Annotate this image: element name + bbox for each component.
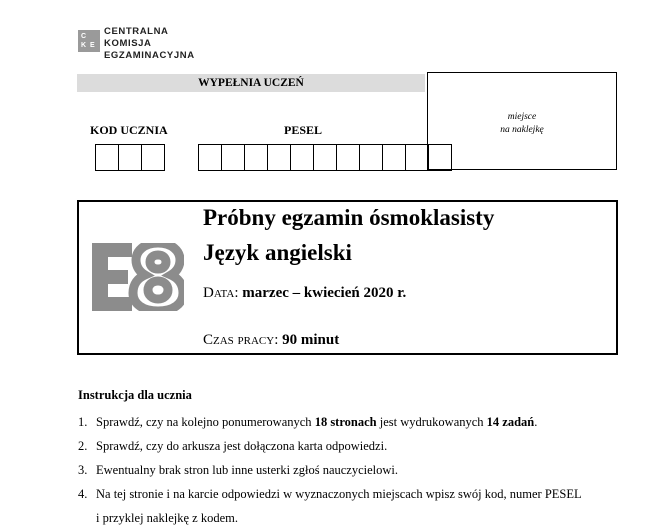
pesel-cell[interactable] xyxy=(359,144,383,171)
sticker-text-line2: na naklejkę xyxy=(500,125,544,135)
pesel-cell[interactable] xyxy=(221,144,245,171)
student-code-cell[interactable] xyxy=(141,144,165,171)
logo-letter-e: E xyxy=(90,42,95,49)
logo-letter-k: K xyxy=(81,42,87,49)
student-fill-header: WYPEŁNIA UCZEŃ xyxy=(77,74,425,92)
item-text: Sprawdź, czy na kolejno ponumerowanych 18 stronach jest wydrukowanych 14 zadań. xyxy=(96,415,538,429)
list-item xyxy=(78,434,638,458)
pesel-cell[interactable] xyxy=(405,144,429,171)
list-item xyxy=(78,482,638,530)
logo-line: EGZAMINACYJNA xyxy=(104,50,195,61)
item-text: Na tej stronie i na karcie odpowiedzi w wyznaczonych miejscach wpisz swój kod, numer PESEL i przyklej naklejkę z kodem. xyxy=(96,487,582,525)
item-number: 1. xyxy=(78,415,88,429)
date-label: Data: xyxy=(203,285,239,301)
student-code-label: KOD UCZNIA xyxy=(90,123,168,137)
item-text: Ewentualny brak stron lub inne usterki zgłoś nauczycielowi. xyxy=(96,463,399,477)
instructions-title: Instrukcja dla ucznia xyxy=(78,388,192,402)
pesel-input[interactable] xyxy=(198,144,451,171)
item-text: Sprawdź, czy do arkusza jest dołączona karta odpowiedzi. xyxy=(96,439,388,453)
student-code-cell[interactable] xyxy=(95,144,119,171)
sticker-text-line1: miejsce xyxy=(507,112,537,122)
time-label: Czas pracy: xyxy=(203,332,279,348)
list-item xyxy=(78,458,638,482)
time-value: 90 minut xyxy=(282,332,340,348)
pesel-cell[interactable] xyxy=(198,144,222,171)
sticker-area xyxy=(427,72,617,170)
logo-line: CENTRALNA xyxy=(104,26,169,37)
item-number: 2. xyxy=(78,439,88,453)
pesel-cell[interactable] xyxy=(313,144,337,171)
student-code-cell[interactable] xyxy=(118,144,142,171)
item-number: 3. xyxy=(78,463,88,477)
pesel-label: PESEL xyxy=(284,123,323,137)
logo-line: KOMISJA xyxy=(104,38,152,49)
cke-logo-text xyxy=(104,26,195,62)
item-number: 4. xyxy=(78,487,88,501)
pesel-cell[interactable] xyxy=(382,144,406,171)
cke-logo-icon xyxy=(78,30,100,52)
exam-date xyxy=(203,285,406,302)
pesel-cell[interactable] xyxy=(290,144,314,171)
e8-logo-icon xyxy=(92,243,184,311)
pesel-cell[interactable] xyxy=(267,144,291,171)
instructions-list xyxy=(78,410,638,530)
logo-letter-c: C xyxy=(81,33,87,40)
list-item xyxy=(78,410,638,434)
exam-subject: Język angielski xyxy=(203,240,352,265)
exam-title: Próbny egzamin ósmoklasisty xyxy=(203,205,495,230)
student-code-input[interactable] xyxy=(95,144,164,171)
date-value: marzec – kwiecień 2020 r. xyxy=(242,285,407,301)
exam-time xyxy=(203,332,339,349)
pesel-cell[interactable] xyxy=(244,144,268,171)
pesel-cell[interactable] xyxy=(336,144,360,171)
